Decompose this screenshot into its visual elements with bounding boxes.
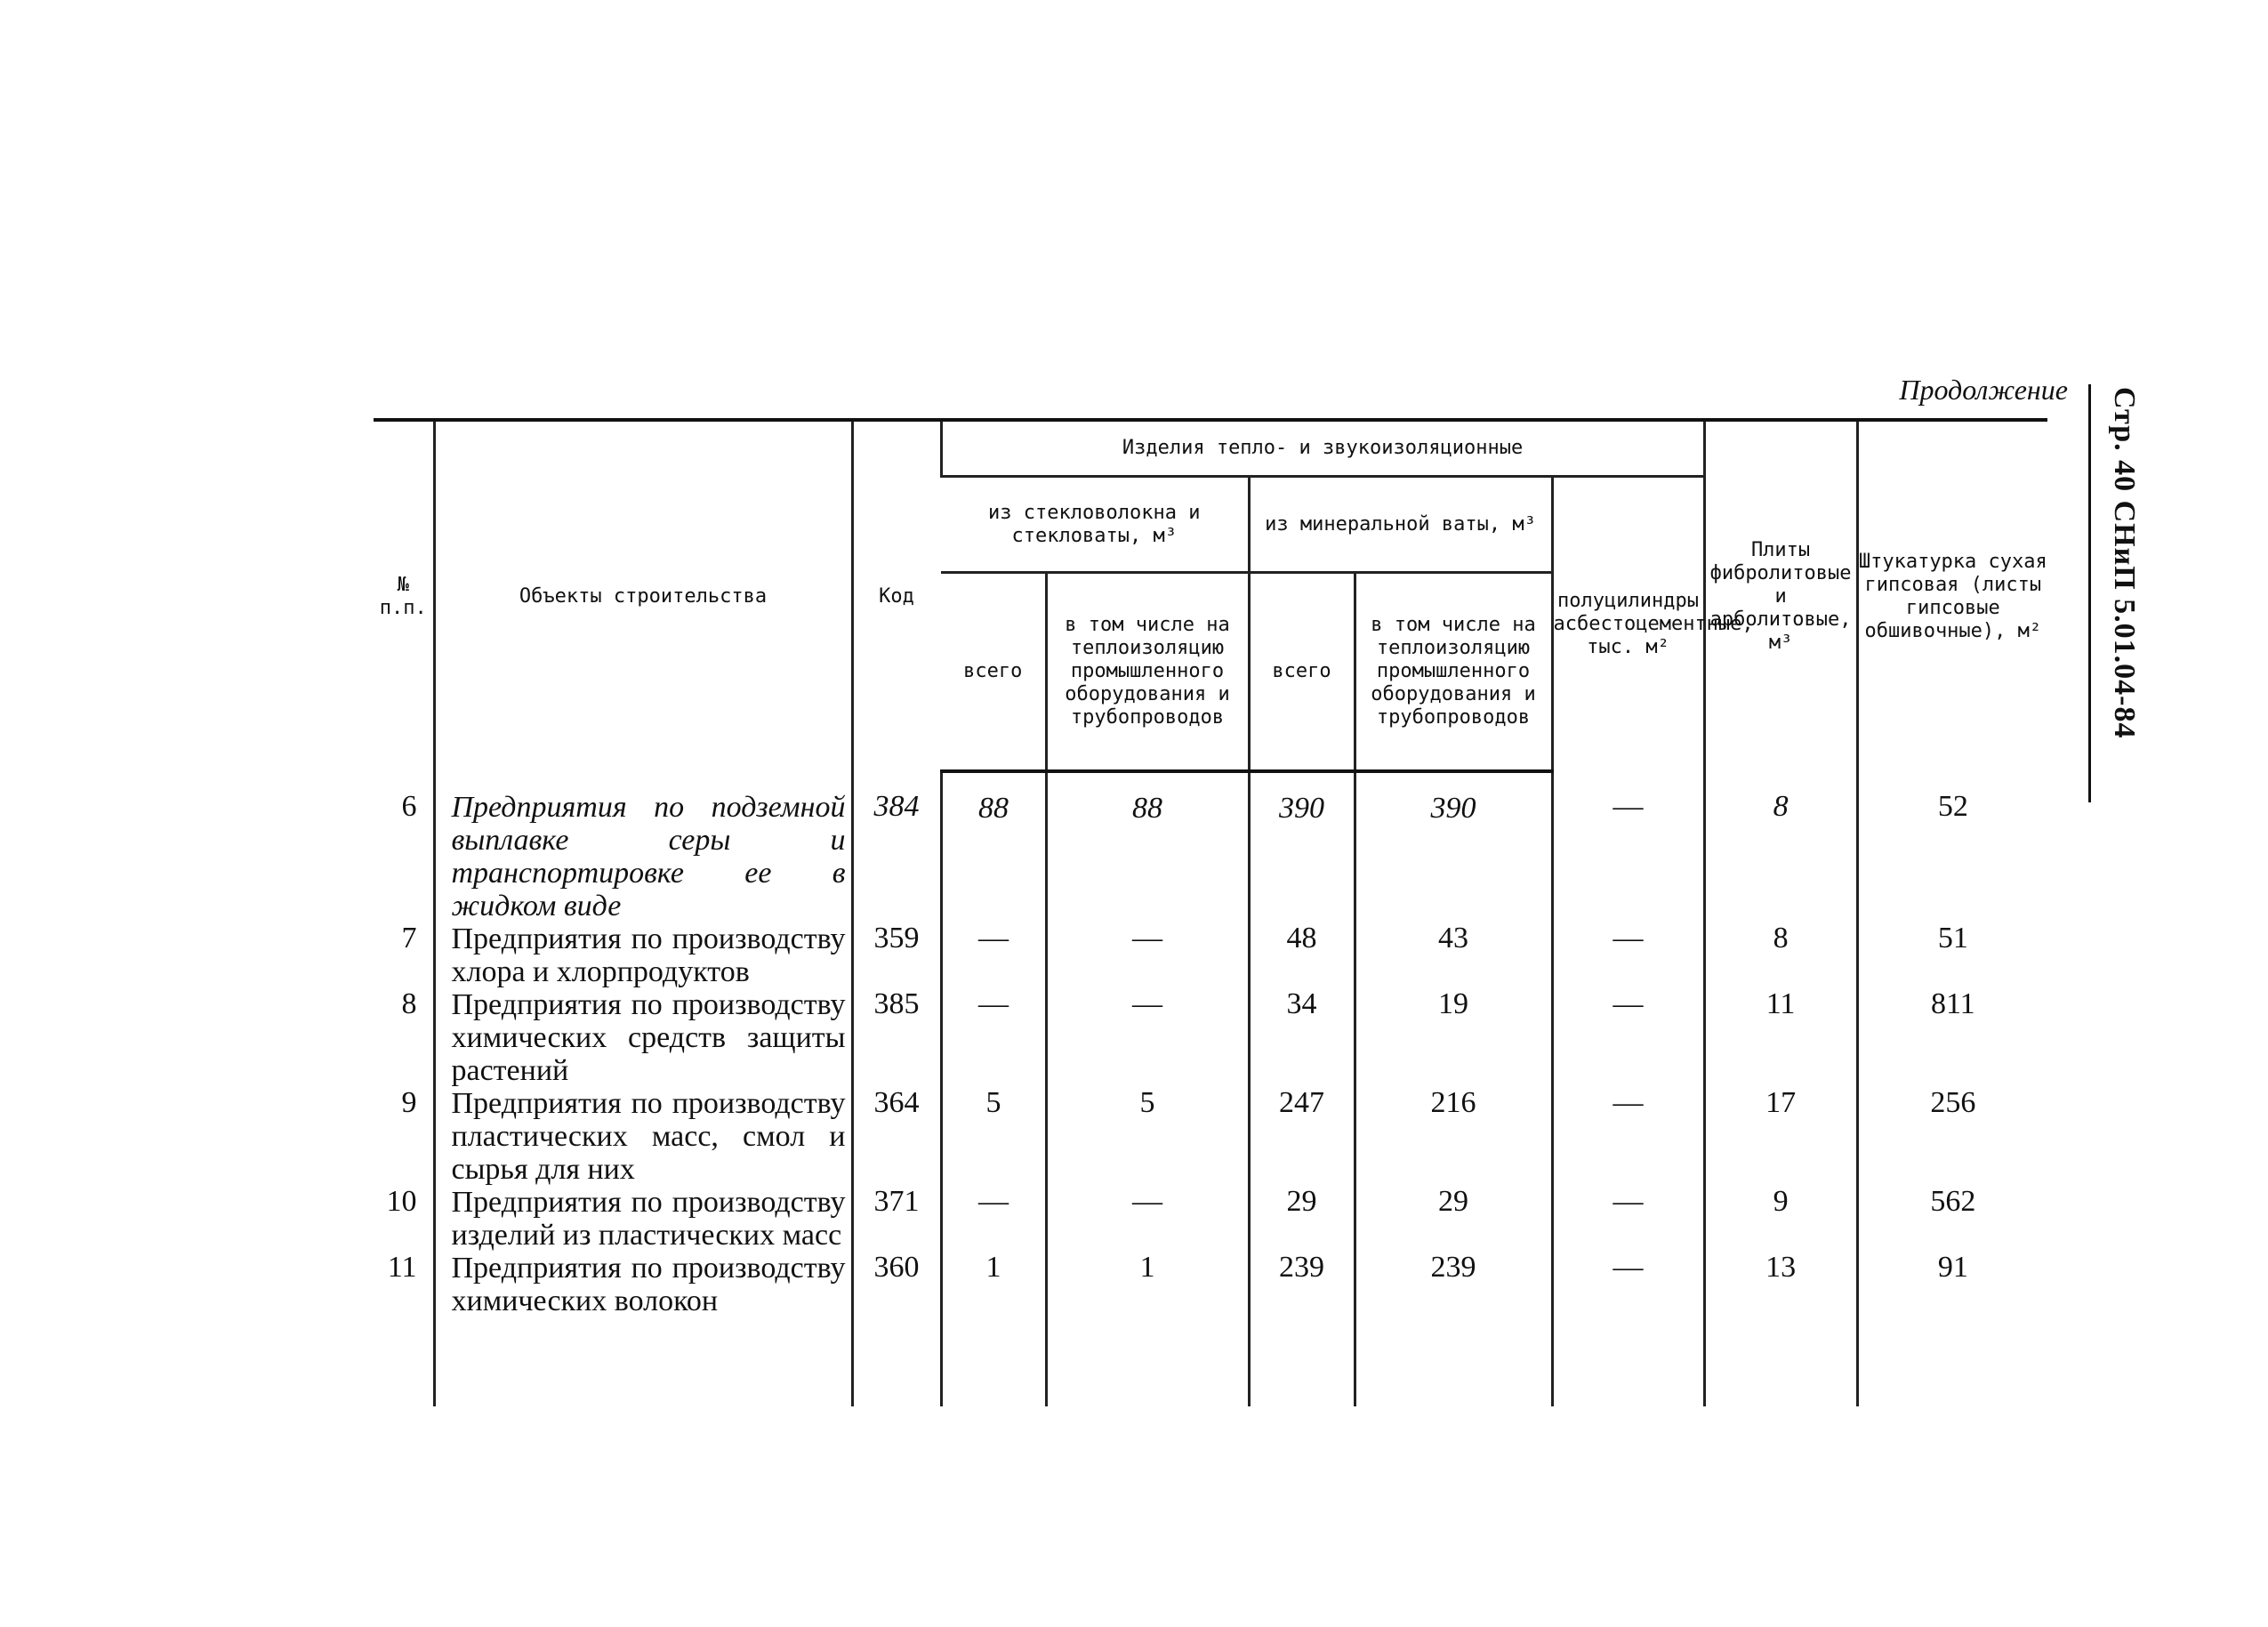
table-row (374, 922, 2047, 988)
row-half-cylinders: — (1552, 922, 1704, 988)
row-plates: 8 (1704, 771, 1857, 922)
row-glass-total: — (941, 988, 1046, 1087)
row-glass-total: — (941, 922, 1046, 988)
side-page-label (2095, 387, 2148, 796)
row-plaster: 256 (1857, 1087, 2047, 1186)
row-half-cylinders: — (1552, 1186, 1704, 1252)
row-plaster: 562 (1857, 1186, 2047, 1252)
header-plates: Плиты фибролитовые и арболитовые, м³ (1704, 420, 1857, 771)
header-glass-group: из стекловолокна и стекловаты, м³ (941, 477, 1249, 573)
row-glass-total: 5 (941, 1087, 1046, 1186)
row-object: Предприятия по подземной выплавке серы и транспортировке ее в жидком виде (434, 771, 852, 922)
row-num: 10 (386, 1185, 417, 1218)
row-glass-total: 88 (941, 771, 1046, 922)
row-plaster: 52 (1857, 771, 2047, 922)
row-glass-incl: 88 (1046, 771, 1249, 922)
row-num: 6 (401, 790, 417, 823)
header-mineral-incl: в том числе на теплоизоляцию промышленного оборудования и трубопроводов (1355, 573, 1552, 772)
row-mineral-incl: 390 (1355, 771, 1552, 922)
row-object: Предприятия по производству изделий из пластических масс (434, 1186, 852, 1252)
header-objects: Объекты строительства (434, 420, 852, 771)
row-half-cylinders: — (1552, 771, 1704, 922)
row-mineral-total: 247 (1249, 1087, 1355, 1186)
header-glass-incl: в том числе на теплоизоляцию промышленного оборудования и трубопроводов (1046, 573, 1249, 772)
row-plaster: 51 (1857, 922, 2047, 988)
row-mineral-total: 390 (1249, 771, 1355, 922)
row-code: 359 (852, 922, 941, 988)
row-mineral-incl: 29 (1355, 1186, 1552, 1252)
row-plates: 13 (1704, 1252, 1857, 1317)
row-mineral-total: 34 (1249, 988, 1355, 1087)
row-half-cylinders: — (1552, 1087, 1704, 1186)
row-code: 364 (852, 1087, 941, 1186)
row-half-cylinders: — (1552, 988, 1704, 1087)
data-table (374, 418, 2047, 1406)
table-row (374, 1252, 2047, 1317)
row-mineral-total: 48 (1249, 922, 1355, 988)
row-plates: 9 (1704, 1186, 1857, 1252)
row-code: 371 (852, 1186, 941, 1252)
row-mineral-incl: 239 (1355, 1252, 1552, 1317)
table-row (374, 1186, 2047, 1252)
row-plates: 17 (1704, 1087, 1857, 1186)
row-glass-incl: 1 (1046, 1252, 1249, 1317)
header-code: Код (852, 420, 941, 771)
header-num: № п.п. (374, 420, 434, 771)
row-num: 9 (401, 1086, 417, 1119)
row-half-cylinders: — (1552, 1252, 1704, 1317)
row-glass-incl: — (1046, 988, 1249, 1087)
table-row (374, 988, 2047, 1087)
row-code: 385 (852, 988, 941, 1087)
table-spacer-row (374, 1317, 2047, 1406)
header-mineral-total: всего (1249, 573, 1355, 772)
row-num: 8 (401, 987, 417, 1020)
header-insulation-group: Изделия тепло- и звукоизоляционные (941, 420, 1704, 477)
row-mineral-total: 29 (1249, 1186, 1355, 1252)
row-mineral-incl: 43 (1355, 922, 1552, 988)
row-mineral-incl: 216 (1355, 1087, 1552, 1186)
row-object: Предприятия по производству пластических масс, смол и сырья для них (434, 1087, 852, 1186)
side-rule (2088, 384, 2091, 802)
row-plates: 8 (1704, 922, 1857, 988)
row-glass-total: 1 (941, 1252, 1046, 1317)
row-glass-incl: 5 (1046, 1087, 1249, 1186)
table-row (374, 1087, 2047, 1186)
row-glass-total: — (941, 1186, 1046, 1252)
row-object: Предприятия по производству хлора и хлорпродуктов (434, 922, 852, 988)
row-object: Предприятия по производству химических волокон (434, 1252, 852, 1317)
row-mineral-incl: 19 (1355, 988, 1552, 1087)
row-code: 360 (852, 1252, 941, 1317)
row-glass-incl: — (1046, 1186, 1249, 1252)
row-num: 11 (387, 1251, 417, 1284)
row-plates: 11 (1704, 988, 1857, 1087)
row-glass-incl: — (1046, 922, 1249, 988)
row-plaster: 91 (1857, 1252, 2047, 1317)
header-plaster: Штукатурка сухая гипсовая (листы гипсовые обшивочные), м² (1857, 420, 2047, 771)
header-mineral-group: из минеральной ваты, м³ (1249, 477, 1552, 573)
header-half-cylinders: полуцилиндры асбестоцементные, тыс. м² (1552, 477, 1704, 772)
row-code: 384 (852, 771, 941, 922)
row-mineral-total: 239 (1249, 1252, 1355, 1317)
continued-label: Продолжение (1899, 374, 2068, 406)
row-plaster: 811 (1857, 988, 2047, 1087)
row-object: Предприятия по производству химических средств защиты растений (434, 988, 852, 1087)
page-reference: Стр. 40 СНиП 5.01.04-84 (2108, 387, 2141, 739)
row-num: 7 (401, 922, 417, 954)
table-row (374, 771, 2047, 922)
header-glass-total: всего (941, 573, 1046, 772)
